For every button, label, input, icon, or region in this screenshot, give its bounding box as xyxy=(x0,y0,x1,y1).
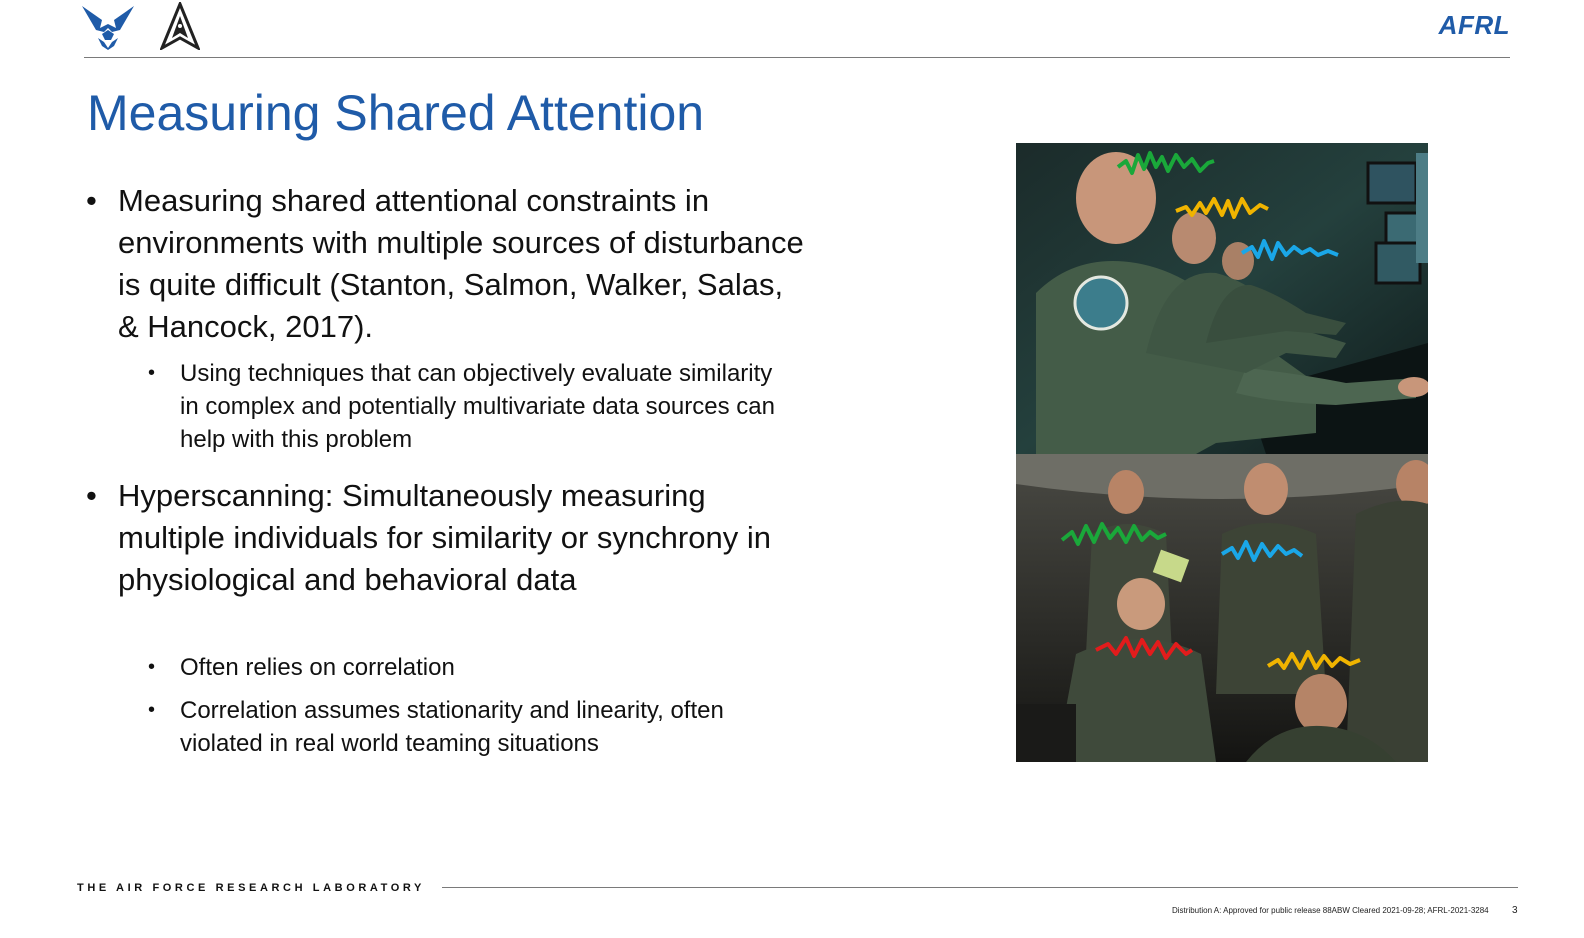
sub-bullet-text: Correlation assumes stationarity and linearity, often violated in real world teaming situations xyxy=(180,697,724,757)
bullet-shared-attention xyxy=(86,180,806,348)
slide-title: Measuring Shared Attention xyxy=(87,85,705,141)
header-divider xyxy=(84,57,1510,58)
distribution-statement: Distribution A: Approved for public release 88ABW Cleared 2021-09-28; AFRL-2021-3284 xyxy=(1172,906,1489,915)
air-force-wings-icon xyxy=(80,2,136,50)
bullet-glyph: • xyxy=(148,656,156,678)
bullet-glyph: • xyxy=(148,699,156,721)
aircrew-cabin-photo xyxy=(1016,454,1428,762)
sub-bullet-text: Often relies on correlation xyxy=(180,654,455,681)
bullet-hyperscanning xyxy=(86,475,806,601)
operators-console-photo xyxy=(1016,143,1428,454)
bullet-text: Hyperscanning: Simultaneously measuring multiple individuals for similarity or synchrony in physiological and behavioral data xyxy=(118,478,771,597)
bullet-glyph: • xyxy=(148,362,156,384)
sub-bullet-text: Using techniques that can objectively evaluate similarity in complex and potentially multivariate data sources can help with this problem xyxy=(180,360,775,453)
sub-bullet-correlation xyxy=(148,651,788,684)
bullet-glyph: • xyxy=(86,478,97,513)
bullet-glyph: • xyxy=(86,183,97,218)
page-number: 3 xyxy=(1512,905,1518,916)
sub-bullet-stationarity xyxy=(148,694,788,760)
afrl-logo: AFRL xyxy=(1438,10,1510,40)
lab-name: THE AIR FORCE RESEARCH LABORATORY xyxy=(77,882,425,894)
bullet-text: Measuring shared attentional constraints in environments with multiple sources of disturbance is quite difficult (Stanton, Salmon, Walker, Salas, & Hancock, 2017). xyxy=(118,183,804,344)
sub-bullet-techniques xyxy=(148,357,788,456)
footer-divider xyxy=(442,887,1518,888)
space-force-delta-icon xyxy=(160,2,200,50)
